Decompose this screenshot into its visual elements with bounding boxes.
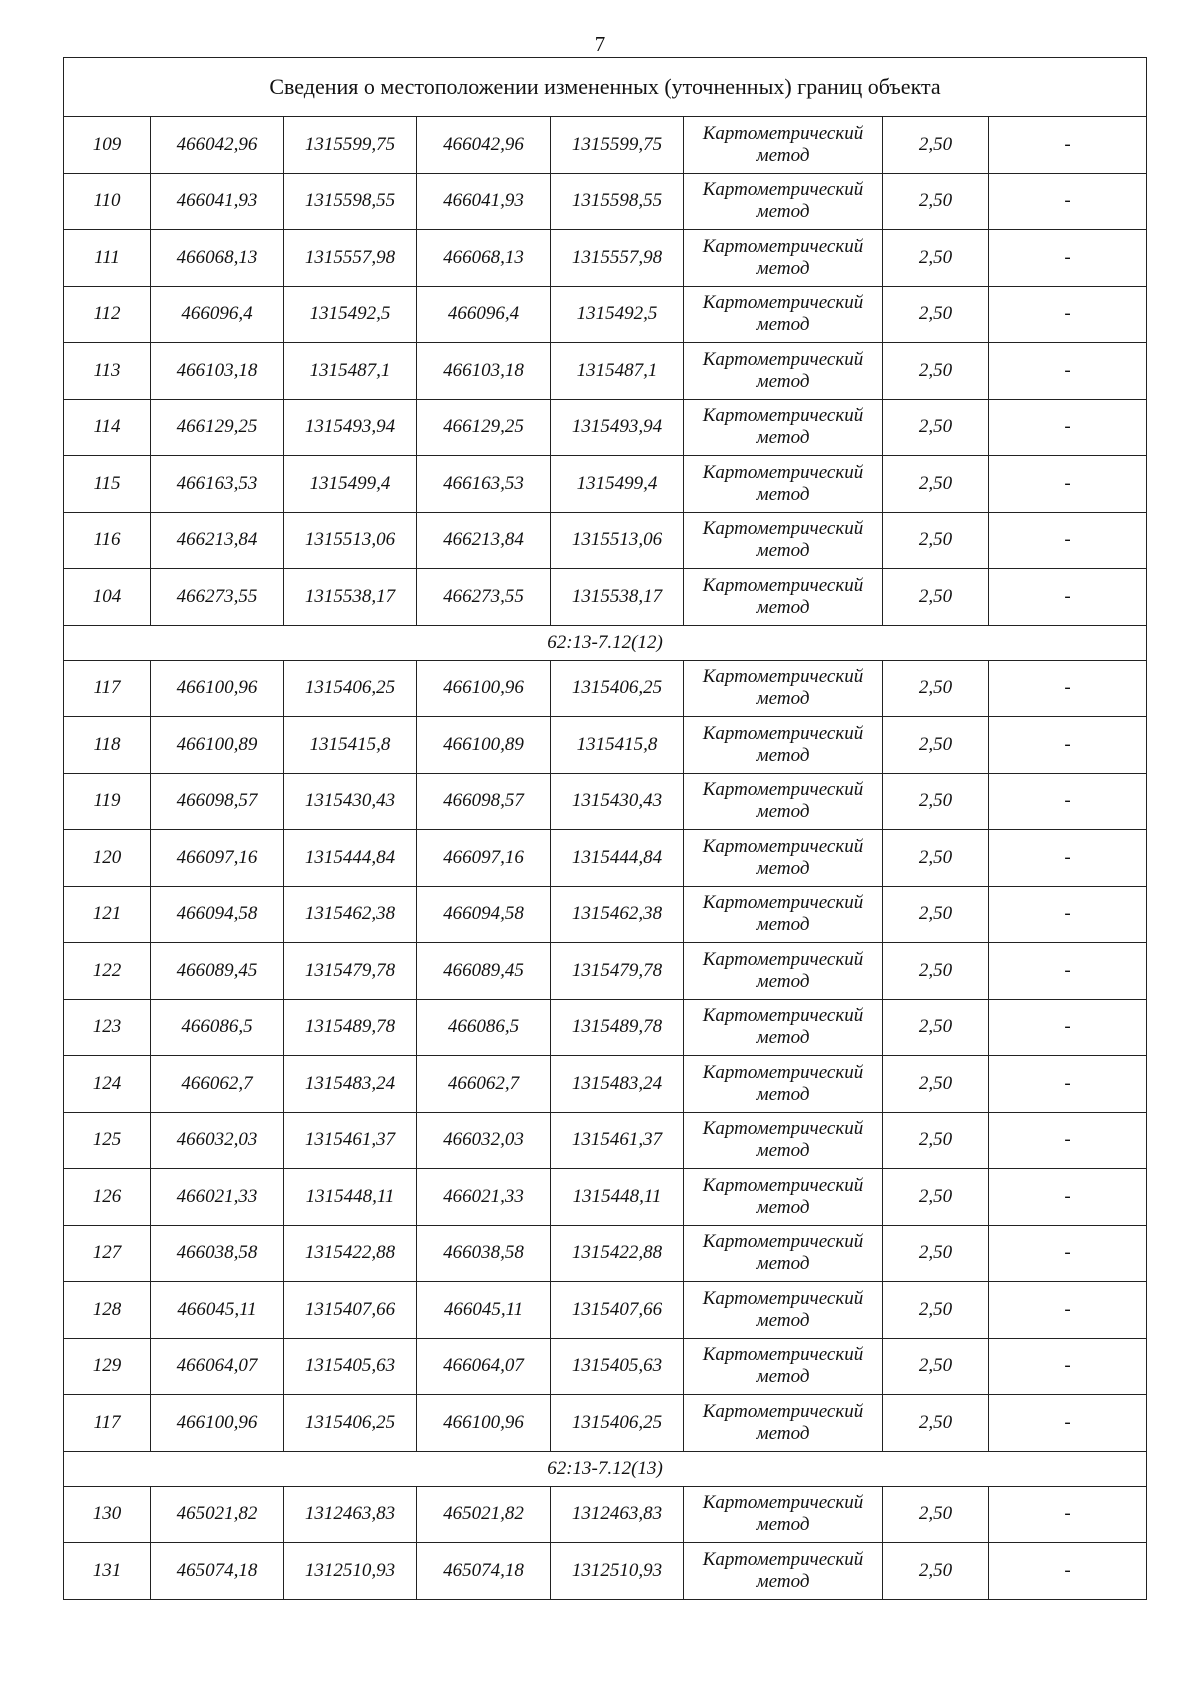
x-new-cell: 466068,13	[417, 230, 551, 287]
method-cell	[684, 1169, 883, 1226]
y-existing-cell: 1315479,78	[284, 943, 417, 1000]
description-cell: -	[989, 456, 1147, 513]
table-row	[64, 773, 1147, 830]
y-existing-cell: 1315407,66	[284, 1282, 417, 1339]
x-existing-cell: 466021,33	[151, 1169, 284, 1226]
description-cell: -	[989, 399, 1147, 456]
method-cell	[684, 117, 883, 174]
method-line-2: метод	[756, 1422, 810, 1444]
x-new-cell: 466100,96	[417, 660, 551, 717]
point-number-cell: 121	[64, 886, 151, 943]
x-existing-cell: 466100,96	[151, 1395, 284, 1452]
method-line-1: Картометрический	[702, 1344, 864, 1366]
method-line-1: Картометрический	[702, 179, 864, 201]
y-new-cell: 1315407,66	[551, 1282, 684, 1339]
x-existing-cell: 466100,89	[151, 717, 284, 774]
method-line-1: Картометрический	[702, 1231, 864, 1253]
table-row	[64, 1169, 1147, 1226]
description-cell: -	[989, 1112, 1147, 1169]
x-new-cell: 466103,18	[417, 343, 551, 400]
description-cell: -	[989, 886, 1147, 943]
precision-cell: 2,50	[883, 773, 989, 830]
point-number-cell: 127	[64, 1225, 151, 1282]
x-existing-cell: 466100,96	[151, 660, 284, 717]
y-new-cell: 1315538,17	[551, 569, 684, 626]
point-number-cell: 115	[64, 456, 151, 513]
method-line-1: Картометрический	[702, 1287, 864, 1309]
method-cell	[684, 830, 883, 887]
x-existing-cell: 465021,82	[151, 1486, 284, 1543]
y-existing-cell: 1312510,93	[284, 1543, 417, 1600]
method-line-1: Картометрический	[702, 1061, 864, 1083]
y-new-cell: 1315479,78	[551, 943, 684, 1000]
x-existing-cell: 466041,93	[151, 173, 284, 230]
method-line-1: Картометрический	[702, 835, 864, 857]
method-line-1: Картометрический	[702, 1492, 864, 1514]
x-new-cell: 466094,58	[417, 886, 551, 943]
x-new-cell: 465021,82	[417, 1486, 551, 1543]
precision-cell: 2,50	[883, 230, 989, 287]
section-row	[64, 625, 1147, 660]
table-row	[64, 717, 1147, 774]
method-line-1: Картометрический	[702, 405, 864, 427]
y-new-cell: 1315557,98	[551, 230, 684, 287]
section-row	[64, 1451, 1147, 1486]
y-existing-cell: 1315487,1	[284, 343, 417, 400]
method-line-2: метод	[756, 744, 810, 766]
y-existing-cell: 1315462,38	[284, 886, 417, 943]
x-new-cell: 466032,03	[417, 1112, 551, 1169]
table-row	[64, 173, 1147, 230]
coordinates-table	[63, 57, 1147, 1600]
point-number-cell: 109	[64, 117, 151, 174]
x-new-cell: 466038,58	[417, 1225, 551, 1282]
table-row	[64, 1395, 1147, 1452]
point-number-cell: 117	[64, 660, 151, 717]
x-existing-cell: 466064,07	[151, 1338, 284, 1395]
table-row	[64, 1486, 1147, 1543]
y-new-cell: 1315462,38	[551, 886, 684, 943]
point-number-cell: 112	[64, 286, 151, 343]
method-cell	[684, 286, 883, 343]
description-cell: -	[989, 1056, 1147, 1113]
y-existing-cell: 1315598,55	[284, 173, 417, 230]
precision-cell: 2,50	[883, 399, 989, 456]
precision-cell: 2,50	[883, 717, 989, 774]
table-row	[64, 286, 1147, 343]
method-line-2: метод	[756, 801, 810, 823]
description-cell: -	[989, 999, 1147, 1056]
x-new-cell: 466098,57	[417, 773, 551, 830]
method-line-1: Картометрический	[702, 292, 864, 314]
point-number-cell: 125	[64, 1112, 151, 1169]
x-new-cell: 466042,96	[417, 117, 551, 174]
method-line-2: метод	[756, 201, 810, 223]
x-new-cell: 466062,7	[417, 1056, 551, 1113]
point-number-cell: 129	[64, 1338, 151, 1395]
method-cell	[684, 173, 883, 230]
method-cell	[684, 773, 883, 830]
x-existing-cell: 465074,18	[151, 1543, 284, 1600]
description-cell: -	[989, 117, 1147, 174]
y-new-cell: 1315483,24	[551, 1056, 684, 1113]
precision-cell: 2,50	[883, 1395, 989, 1452]
x-existing-cell: 466086,5	[151, 999, 284, 1056]
x-existing-cell: 466089,45	[151, 943, 284, 1000]
method-cell	[684, 1395, 883, 1452]
precision-cell: 2,50	[883, 1112, 989, 1169]
description-cell: -	[989, 173, 1147, 230]
x-new-cell: 466100,96	[417, 1395, 551, 1452]
precision-cell: 2,50	[883, 943, 989, 1000]
y-existing-cell: 1315499,4	[284, 456, 417, 513]
precision-cell: 2,50	[883, 1486, 989, 1543]
method-line-2: метод	[756, 483, 810, 505]
x-new-cell: 465074,18	[417, 1543, 551, 1600]
x-existing-cell: 466163,53	[151, 456, 284, 513]
table-row	[64, 886, 1147, 943]
method-line-1: Картометрический	[702, 574, 864, 596]
table-row	[64, 343, 1147, 400]
y-existing-cell: 1315422,88	[284, 1225, 417, 1282]
precision-cell: 2,50	[883, 1543, 989, 1600]
x-new-cell: 466273,55	[417, 569, 551, 626]
method-cell	[684, 1338, 883, 1395]
description-cell: -	[989, 512, 1147, 569]
precision-cell: 2,50	[883, 173, 989, 230]
y-new-cell: 1315489,78	[551, 999, 684, 1056]
table-row	[64, 1056, 1147, 1113]
precision-cell: 2,50	[883, 830, 989, 887]
y-existing-cell: 1315415,8	[284, 717, 417, 774]
y-existing-cell: 1315448,11	[284, 1169, 417, 1226]
method-line-1: Картометрический	[702, 1118, 864, 1140]
description-cell: -	[989, 1169, 1147, 1226]
y-new-cell: 1315430,43	[551, 773, 684, 830]
y-existing-cell: 1315430,43	[284, 773, 417, 830]
y-existing-cell: 1315493,94	[284, 399, 417, 456]
precision-cell: 2,50	[883, 117, 989, 174]
y-new-cell: 1315492,5	[551, 286, 684, 343]
method-line-2: метод	[756, 1514, 810, 1536]
x-new-cell: 466045,11	[417, 1282, 551, 1339]
description-cell: -	[989, 1543, 1147, 1600]
method-line-2: метод	[756, 857, 810, 879]
y-new-cell: 1315493,94	[551, 399, 684, 456]
x-existing-cell: 466103,18	[151, 343, 284, 400]
method-line-1: Картометрический	[702, 235, 864, 257]
table-row	[64, 1225, 1147, 1282]
method-line-1: Картометрический	[702, 666, 864, 688]
x-existing-cell: 466062,7	[151, 1056, 284, 1113]
method-line-2: метод	[756, 1253, 810, 1275]
section-label: 62:13-7.12(13)	[64, 1451, 1147, 1486]
description-cell: -	[989, 773, 1147, 830]
table-title: Сведения о местоположении измененных (уточненных) границ объекта	[64, 58, 1147, 117]
y-new-cell: 1315448,11	[551, 1169, 684, 1226]
description-cell: -	[989, 830, 1147, 887]
x-new-cell: 466129,25	[417, 399, 551, 456]
y-new-cell: 1315415,8	[551, 717, 684, 774]
method-line-1: Картометрический	[702, 892, 864, 914]
x-new-cell: 466021,33	[417, 1169, 551, 1226]
x-new-cell: 466089,45	[417, 943, 551, 1000]
y-new-cell: 1315444,84	[551, 830, 684, 887]
table-row	[64, 1112, 1147, 1169]
method-line-1: Картометрический	[702, 461, 864, 483]
table-row	[64, 512, 1147, 569]
method-line-1: Картометрический	[702, 1005, 864, 1027]
x-existing-cell: 466042,96	[151, 117, 284, 174]
precision-cell: 2,50	[883, 1282, 989, 1339]
method-cell	[684, 399, 883, 456]
description-cell: -	[989, 1486, 1147, 1543]
x-new-cell: 466086,5	[417, 999, 551, 1056]
precision-cell: 2,50	[883, 343, 989, 400]
description-cell: -	[989, 717, 1147, 774]
x-existing-cell: 466045,11	[151, 1282, 284, 1339]
table-row	[64, 117, 1147, 174]
method-cell	[684, 1056, 883, 1113]
precision-cell: 2,50	[883, 512, 989, 569]
x-new-cell: 466096,4	[417, 286, 551, 343]
method-cell	[684, 1225, 883, 1282]
y-existing-cell: 1315444,84	[284, 830, 417, 887]
description-cell: -	[989, 943, 1147, 1000]
y-existing-cell: 1312463,83	[284, 1486, 417, 1543]
x-new-cell: 466163,53	[417, 456, 551, 513]
x-existing-cell: 466129,25	[151, 399, 284, 456]
y-new-cell: 1315598,55	[551, 173, 684, 230]
x-existing-cell: 466068,13	[151, 230, 284, 287]
precision-cell: 2,50	[883, 456, 989, 513]
method-cell	[684, 1486, 883, 1543]
method-line-2: метод	[756, 144, 810, 166]
method-line-2: метод	[756, 1140, 810, 1162]
point-number-cell: 123	[64, 999, 151, 1056]
method-line-2: метод	[756, 970, 810, 992]
method-line-1: Картометрический	[702, 348, 864, 370]
page-number: 7	[594, 32, 606, 56]
point-number-cell: 113	[64, 343, 151, 400]
method-cell	[684, 1543, 883, 1600]
table-title-row	[64, 58, 1147, 117]
method-cell	[684, 456, 883, 513]
y-new-cell: 1315406,25	[551, 660, 684, 717]
y-new-cell: 1315461,37	[551, 1112, 684, 1169]
point-number-cell: 122	[64, 943, 151, 1000]
point-number-cell: 131	[64, 1543, 151, 1600]
method-cell	[684, 1282, 883, 1339]
y-existing-cell: 1315538,17	[284, 569, 417, 626]
x-existing-cell: 466096,4	[151, 286, 284, 343]
point-number-cell: 114	[64, 399, 151, 456]
method-cell	[684, 660, 883, 717]
y-existing-cell: 1315557,98	[284, 230, 417, 287]
method-cell	[684, 230, 883, 287]
method-line-2: метод	[756, 540, 810, 562]
method-line-2: метод	[756, 1309, 810, 1331]
method-line-2: метод	[756, 914, 810, 936]
precision-cell: 2,50	[883, 1225, 989, 1282]
y-existing-cell: 1315599,75	[284, 117, 417, 174]
x-new-cell: 466100,89	[417, 717, 551, 774]
table-row	[64, 1543, 1147, 1600]
precision-cell: 2,50	[883, 569, 989, 626]
point-number-cell: 110	[64, 173, 151, 230]
x-existing-cell: 466038,58	[151, 1225, 284, 1282]
table-row	[64, 999, 1147, 1056]
description-cell: -	[989, 1225, 1147, 1282]
method-line-1: Картометрический	[702, 1548, 864, 1570]
method-line-2: метод	[756, 1027, 810, 1049]
method-line-1: Картометрический	[702, 1400, 864, 1422]
method-line-2: метод	[756, 1196, 810, 1218]
y-existing-cell: 1315513,06	[284, 512, 417, 569]
y-existing-cell: 1315489,78	[284, 999, 417, 1056]
table-row	[64, 1282, 1147, 1339]
precision-cell: 2,50	[883, 660, 989, 717]
point-number-cell: 124	[64, 1056, 151, 1113]
method-cell	[684, 943, 883, 1000]
precision-cell: 2,50	[883, 886, 989, 943]
method-line-1: Картометрический	[702, 779, 864, 801]
y-existing-cell: 1315406,25	[284, 1395, 417, 1452]
description-cell: -	[989, 1338, 1147, 1395]
x-existing-cell: 466097,16	[151, 830, 284, 887]
x-existing-cell: 466273,55	[151, 569, 284, 626]
point-number-cell: 111	[64, 230, 151, 287]
y-existing-cell: 1315483,24	[284, 1056, 417, 1113]
x-existing-cell: 466094,58	[151, 886, 284, 943]
method-cell	[684, 717, 883, 774]
method-line-2: метод	[756, 688, 810, 710]
x-new-cell: 466041,93	[417, 173, 551, 230]
point-number-cell: 120	[64, 830, 151, 887]
description-cell: -	[989, 286, 1147, 343]
precision-cell: 2,50	[883, 1056, 989, 1113]
point-number-cell: 119	[64, 773, 151, 830]
method-line-2: метод	[756, 257, 810, 279]
y-new-cell: 1315599,75	[551, 117, 684, 174]
method-line-2: метод	[756, 427, 810, 449]
x-existing-cell: 466098,57	[151, 773, 284, 830]
method-line-2: метод	[756, 370, 810, 392]
y-new-cell: 1315499,4	[551, 456, 684, 513]
method-line-1: Картометрический	[702, 948, 864, 970]
point-number-cell: 116	[64, 512, 151, 569]
x-existing-cell: 466213,84	[151, 512, 284, 569]
y-existing-cell: 1315461,37	[284, 1112, 417, 1169]
method-cell	[684, 1112, 883, 1169]
method-line-1: Картометрический	[702, 1174, 864, 1196]
y-new-cell: 1315422,88	[551, 1225, 684, 1282]
description-cell: -	[989, 230, 1147, 287]
x-existing-cell: 466032,03	[151, 1112, 284, 1169]
table-row	[64, 399, 1147, 456]
method-line-2: метод	[756, 596, 810, 618]
point-number-cell: 117	[64, 1395, 151, 1452]
table-row	[64, 830, 1147, 887]
method-cell	[684, 343, 883, 400]
description-cell: -	[989, 1282, 1147, 1339]
precision-cell: 2,50	[883, 999, 989, 1056]
description-cell: -	[989, 660, 1147, 717]
method-cell	[684, 886, 883, 943]
method-line-2: метод	[756, 1083, 810, 1105]
description-cell: -	[989, 569, 1147, 626]
method-line-2: метод	[756, 314, 810, 336]
y-existing-cell: 1315492,5	[284, 286, 417, 343]
point-number-cell: 126	[64, 1169, 151, 1226]
point-number-cell: 128	[64, 1282, 151, 1339]
section-label: 62:13-7.12(12)	[64, 625, 1147, 660]
table-row	[64, 660, 1147, 717]
point-number-cell: 130	[64, 1486, 151, 1543]
y-new-cell: 1315513,06	[551, 512, 684, 569]
method-cell	[684, 512, 883, 569]
method-line-2: метод	[756, 1570, 810, 1592]
x-new-cell: 466213,84	[417, 512, 551, 569]
table-body	[64, 58, 1147, 1600]
y-existing-cell: 1315406,25	[284, 660, 417, 717]
y-new-cell: 1312510,93	[551, 1543, 684, 1600]
x-new-cell: 466097,16	[417, 830, 551, 887]
precision-cell: 2,50	[883, 1338, 989, 1395]
table-row	[64, 943, 1147, 1000]
point-number-cell: 104	[64, 569, 151, 626]
point-number-cell: 118	[64, 717, 151, 774]
y-new-cell: 1315405,63	[551, 1338, 684, 1395]
y-new-cell: 1312463,83	[551, 1486, 684, 1543]
precision-cell: 2,50	[883, 286, 989, 343]
description-cell: -	[989, 1395, 1147, 1452]
method-line-1: Картометрический	[702, 722, 864, 744]
method-cell	[684, 569, 883, 626]
y-new-cell: 1315487,1	[551, 343, 684, 400]
description-cell: -	[989, 343, 1147, 400]
y-existing-cell: 1315405,63	[284, 1338, 417, 1395]
method-line-1: Картометрический	[702, 518, 864, 540]
x-new-cell: 466064,07	[417, 1338, 551, 1395]
table-row	[64, 569, 1147, 626]
table-row	[64, 456, 1147, 513]
table-row	[64, 230, 1147, 287]
method-line-1: Картометрический	[702, 122, 864, 144]
precision-cell: 2,50	[883, 1169, 989, 1226]
table-row	[64, 1338, 1147, 1395]
method-cell	[684, 999, 883, 1056]
method-line-2: метод	[756, 1366, 810, 1388]
y-new-cell: 1315406,25	[551, 1395, 684, 1452]
